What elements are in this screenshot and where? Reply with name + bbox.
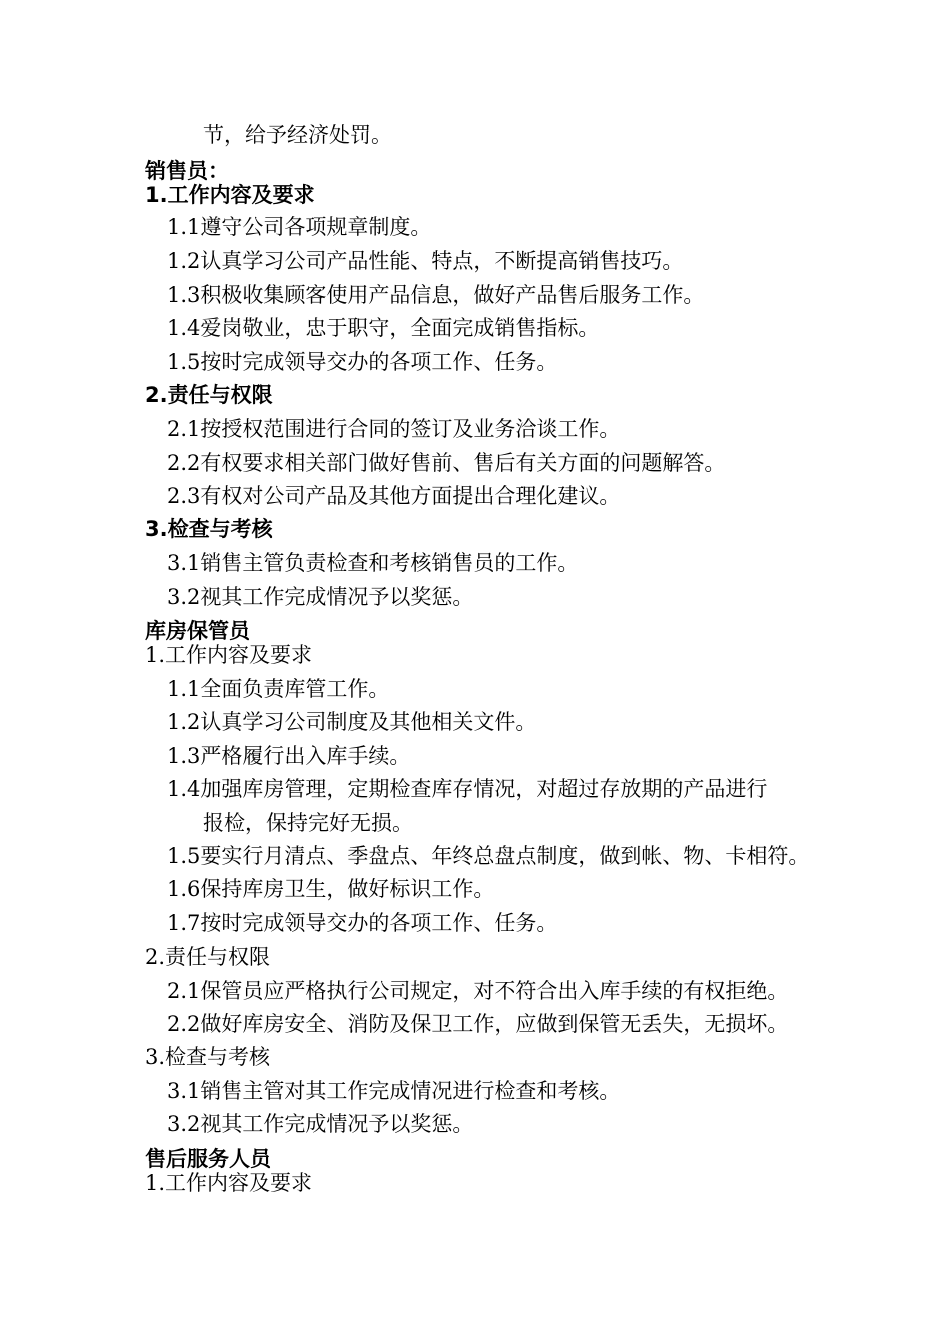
subheading: 3.检查与考核 xyxy=(145,517,273,541)
section-heading-warehouse-keeper: 库房保管员 xyxy=(145,619,250,643)
list-item: 1.1全面负责库管工作。 xyxy=(167,677,390,701)
list-item: 1.6保持库房卫生，做好标识工作。 xyxy=(167,877,495,901)
list-item: 2.1按授权范围进行合同的签订及业务洽谈工作。 xyxy=(167,417,621,441)
list-item-continuation: 报检，保持完好无损。 xyxy=(203,811,413,835)
list-item: 2.3有权对公司产品及其他方面提出合理化建议。 xyxy=(167,484,621,508)
list-item: 1.4加强库房管理，定期检查库存情况，对超过存放期的产品进行 xyxy=(167,777,768,801)
list-item: 1.3积极收集顾客使用产品信息，做好产品售后服务工作。 xyxy=(167,283,705,307)
continuation-line: 节，给予经济处罚。 xyxy=(203,123,392,147)
subheading: 2.责任与权限 xyxy=(145,383,273,407)
list-item: 1.7按时完成领导交办的各项工作、任务。 xyxy=(167,911,558,935)
section-heading-after-sales: 售后服务人员 xyxy=(145,1147,271,1171)
list-item: 1.4爱岗敬业，忠于职守，全面完成销售指标。 xyxy=(167,316,600,340)
list-item: 1.3严格履行出入库手续。 xyxy=(167,744,411,768)
list-item: 1.5要实行月清点、季盘点、年终总盘点制度，做到帐、物、卡相符。 xyxy=(167,844,810,868)
section-heading-salesperson: 销售员： xyxy=(145,159,229,183)
subheading: 1.工作内容及要求 xyxy=(145,643,313,667)
list-item: 3.2视其工作完成情况予以奖惩。 xyxy=(167,1112,474,1136)
list-item: 3.2视其工作完成情况予以奖惩。 xyxy=(167,585,474,609)
list-item: 1.5按时完成领导交办的各项工作、任务。 xyxy=(167,350,558,374)
list-item: 2.2有权要求相关部门做好售前、售后有关方面的问题解答。 xyxy=(167,451,726,475)
subheading: 2.责任与权限 xyxy=(145,945,271,969)
list-item: 1.1遵守公司各项规章制度。 xyxy=(167,215,432,239)
subheading: 1.工作内容及要求 xyxy=(145,183,315,207)
list-item: 3.1销售主管负责检查和考核销售员的工作。 xyxy=(167,551,579,575)
subheading: 3.检查与考核 xyxy=(145,1045,271,1069)
list-item: 2.2做好库房安全、消防及保卫工作，应做到保管无丢失，无损坏。 xyxy=(167,1012,789,1036)
list-item: 1.2认真学习公司产品性能、特点，不断提高销售技巧。 xyxy=(167,249,684,273)
list-item: 2.1保管员应严格执行公司规定，对不符合出入库手续的有权拒绝。 xyxy=(167,979,789,1003)
subheading: 1.工作内容及要求 xyxy=(145,1171,313,1195)
list-item: 3.1销售主管对其工作完成情况进行检查和考核。 xyxy=(167,1079,621,1103)
list-item: 1.2认真学习公司制度及其他相关文件。 xyxy=(167,710,537,734)
